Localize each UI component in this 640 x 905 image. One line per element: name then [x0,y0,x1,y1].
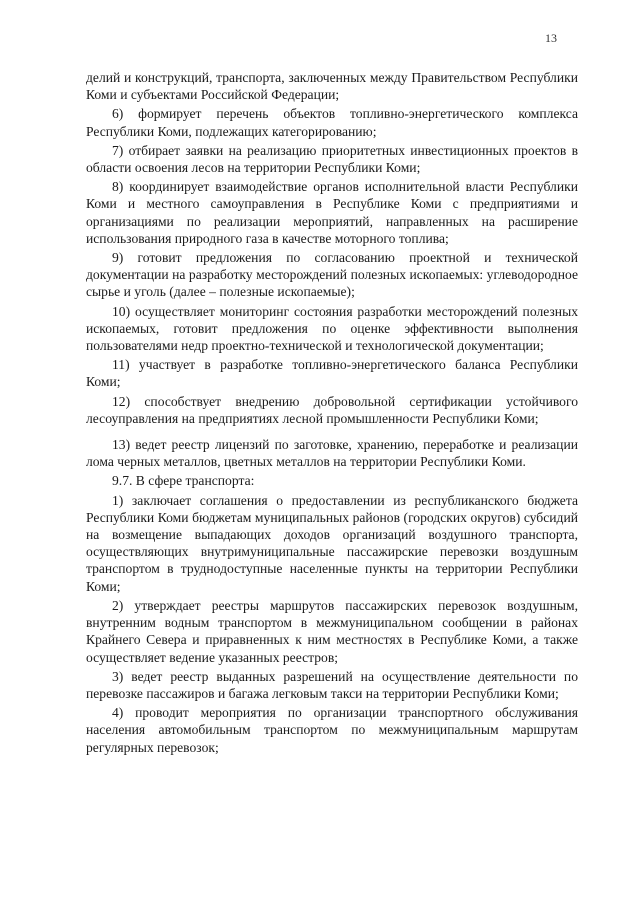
paragraph: 2) утверждает реестры маршрутов пассажирских перевозок воздушным, внутренним водным транспортом в межмуниципальном сообщении в районах Крайнего Севера и приравненных к ним местностях в Республике Коми, а также осуществляет ведение указанных реестров; [86,597,578,665]
paragraph: 1) заключает соглашения о предоставлении из республиканского бюджета Республики Коми бюджетам муниципальных районов (городских округов) субсидий на возмещение выпадающих доходов организаций воздушного транспорта, осуществляющих внутримуниципальные пассажирские перевозки воздушным транспортом в труднодоступные населенные пункты на территории Республики Коми; [86,492,578,594]
paragraph: 9.7. В сфере транспорта: [112,473,255,489]
paragraph: 13) ведет реестр лицензий по заготовке, хранению, переработке и реализации лома черных металлов, цветных металлов на территории Республики Коми. [86,437,578,470]
paragraph: 9) готовит предложения по согласованию проектной и технической документации на разработку месторождений полезных ископаемых: углеводородное сырье и уголь (далее – полезные ископаемые); [86,250,578,300]
paragraph: 12) способствует внедрению добровольной сертификации устойчивого лесоуправления на предприятиях лесной промышленности Республики Коми; [86,393,578,426]
page-number: 13 [545,31,557,45]
paragraph: 7) отбирает заявки на реализацию приоритетных инвестиционных проектов в области освоения лесов на территории Республики Коми; [86,142,578,176]
paragraph: 6) формирует перечень объектов топливно-энергетического комплекса Республики Коми, подлежащих категорированию; [86,106,578,139]
paragraph: 8) координирует взаимодействие органов исполнительной власти Республики Коми и местного самоуправления в Республике Коми с предприятиями и организациями по реализации мероприятий, направленных на расширение использования природного газа в качестве моторного топлива; [86,179,578,246]
paragraph: 4) проводит мероприятия по организации транспортного обслуживания населения автомобильным транспортом по межмуниципальным маршрутам регулярных перевозок; [86,705,578,755]
paragraph: делий и конструкций, транспорта, заключенных между Правительством Республики Коми и субъектами Российской Федерации; [86,70,578,103]
paragraph: 11) участвует в разработке топливно-энергетического баланса Республики Коми; [86,357,578,390]
document-body [86,69,578,758]
paragraph: 10) осуществляет мониторинг состояния разработки месторождений полезных ископаемых, готовит предложения по оценке эффективности выполнения пользователями недр проектно-технической и технологической документации; [86,303,578,354]
paragraph: 3) ведет реестр выданных разрешений на осуществление деятельности по перевозке пассажиров и багажа легковым такси на территории Республики Коми; [86,668,578,701]
